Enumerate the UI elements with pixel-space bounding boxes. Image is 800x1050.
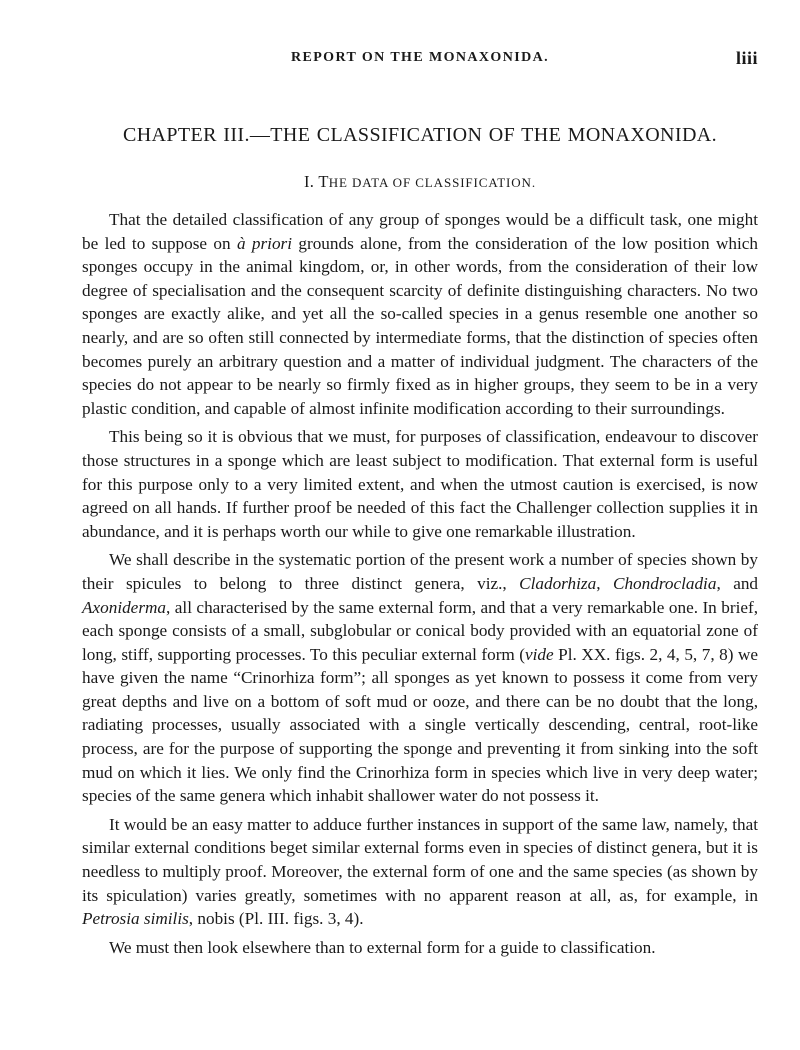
paragraph-3-italic-axoniderma: Axoniderma [82,597,167,617]
paragraph-3-text-b: , [596,573,613,593]
section-title-initial: T [318,172,329,191]
paragraph-3-italic-chondrocladia: Chondrocladia [612,573,717,593]
page-number: liii [735,48,758,68]
paragraph-3-italic-vide: vide [525,644,554,664]
paragraph-1-text-b: grounds alone, from the consideration of the low position which sponges occupy in the animal kingdom, or, in other words, from the consideration of their low degree of specialisation and the consequent scarcity of definite distinguishing characters. No two sponges are exactly alike, and yet all the so-called species in a genus resemble one another so nearly, and are so often still connected by intermediate forms, that the distinction of species often becomes purely an arbitrary question and a matter of individual judgment. The characters of the species do not appear to be nearly so firmly fixed as in higher groups, they seem to be in a very plastic condition, and capable of almost infinite modification according to their surroundings. [82,233,758,418]
section-title-rest: HE DATA OF CLASSIFICATION. [328,175,537,190]
paragraph-4-text-b: , nobis (Pl. III. figs. 3, 4). [188,909,364,929]
paragraph-3-italic-cladorhiza: Cladorhiza [519,573,597,593]
section-number: I. [303,172,315,191]
paragraph-2 [82,425,758,543]
running-title: REPORT ON THE MONAXONIDA. [290,50,549,65]
section-title [82,172,758,192]
running-head [82,50,758,72]
paragraph-5 [82,936,758,960]
paragraph-2-text: This being so it is obvious that we must, for purposes of classification, endeavour to discover those structures in a sponge which are least subject to modification. That external form is useful for this purpose only to a very limited extent, and when the utmost caution is exercised, is now agreed on all hands. If further proof be needed of this fact the Challenger collection supplies it in abundance, and it is perhaps worth our while to give one remarkable illustration. [82,427,758,541]
body-text [82,208,758,959]
paragraph-1 [82,208,758,420]
paragraph-3-text-a: We shall describe in the systematic portion of the present work a number of species shown by their spicules to belong to three distinct genera, viz., [82,550,758,593]
paragraph-1-text-a: That the detailed classification of any group of sponges would be a difficult task, one might be led to suppose on [82,210,758,253]
paragraph-4 [82,813,758,931]
paragraph-4-text-a: It would be an easy matter to adduce further instances in support of the same law, namely, that similar external conditions beget similar external forms even in species of distinct genera, but it is needless to multiply proof. Moreover, the external form of one and the same species (as shown by its spiculation) varies greatly, sometimes with no apparent reason at all, as, for example, in [82,814,758,905]
paragraph-3-text-c: , and [716,573,759,593]
chapter-title: CHAPTER III.—THE CLASSIFICATION OF THE MONAXONIDA. [122,124,718,146]
paragraph-3-text-e: Pl. XX. figs. 2, 4, 5, 7, 8) we have given the name “Crinorhiza form”; all sponges as yet known to possess it come from very great depths and live on a bottom of soft mud or ooze, and there can be no doubt that the long, radiating processes, usually associated with a single vertically descending, central, root-like process, are for the purpose of supporting the sponge and preventing it from sinking into the soft mud on which it lies. We only find the Crinorhiza form in species which live in very deep water; species of the same genera which inhabit shallower water do not possess it. [82,644,758,806]
paragraph-1-italic-a-priori: à priori [236,233,293,253]
paragraph-5-text: We must then look elsewhere than to external form for a guide to classification. [109,937,656,957]
paragraph-4-italic-petrosia-similis: Petrosia similis [82,909,189,929]
paragraph-3-text-d: , all characterised by the same external form, and that a very remarkable one. In brief, each sponge consists of a small, subglobular or conical body provided with an equatorial zone of long, stiff, supporting processes. To this peculiar external form ( [82,597,758,664]
paragraph-3 [82,548,758,808]
